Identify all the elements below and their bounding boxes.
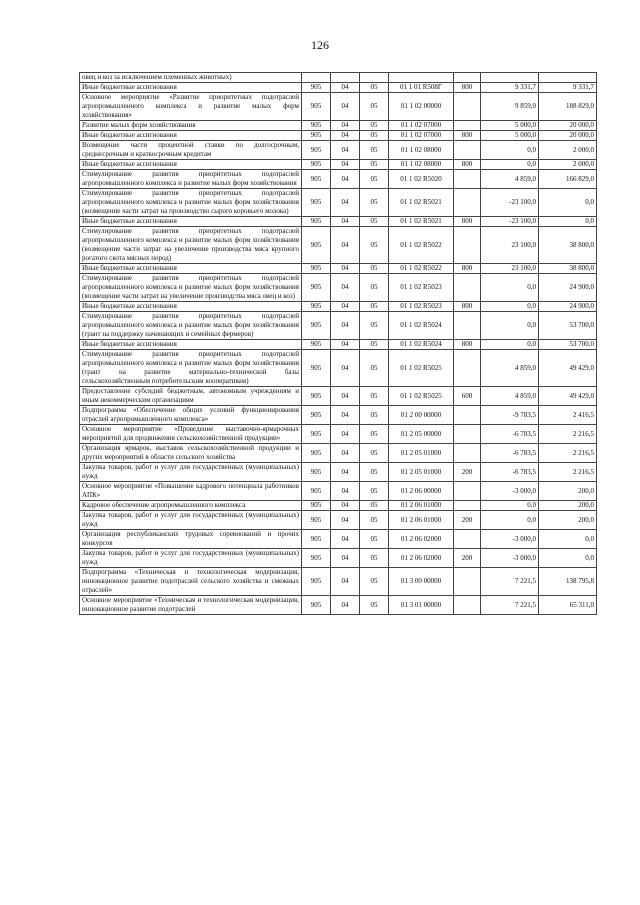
table-row (80, 340, 597, 350)
table-row (80, 482, 597, 501)
row-expense-type (454, 425, 481, 444)
row-change-amount: 0,0 (481, 274, 539, 302)
row-change-amount: 4 859,0 (481, 387, 539, 406)
row-change-amount: 4 859,0 (481, 170, 539, 189)
row-section-code: 04 (331, 274, 360, 302)
row-name: Стимулирование развития приоритетных подотраслей агропромышленного комплекса и развитие малых форм хозяйствования (грант на развитие материально-технической базы сельскохозяйственным потребительским кооперативам) (80, 350, 302, 387)
row-total-amount: 24 900,0 (539, 302, 597, 312)
row-change-amount: 0,0 (481, 511, 539, 530)
row-name: Стимулирование развития приоритетных подотраслей агропромышленного комплекса и развитие малых форм хозяйствования (возмещение части затрат на увеличение производства мяса крупного рогатого скота мясных пород) (80, 227, 302, 264)
row-target-article: 01 1 02 R5023 (389, 302, 454, 312)
budget-table-body (80, 73, 597, 615)
row-target-article: 01 1 02 R5021 (389, 217, 454, 227)
row-name: Иные бюджетные ассигнования (80, 131, 302, 141)
row-name: Стимулирование развития приоритетных подотраслей агропромышленного комплекса и развитие малых форм хозяйствования (грант на поддержку начинающих и семейных фермеров) (80, 312, 302, 340)
row-section-code: 04 (331, 170, 360, 189)
row-change-amount: 0,0 (481, 312, 539, 340)
row-subsection-code: 05 (360, 302, 389, 312)
row-name: Организация республиканских трудовых соревнований и прочих конкурсов (80, 530, 302, 549)
row-total-amount: 0,0 (539, 530, 597, 549)
row-section-code: 04 (331, 312, 360, 340)
row-change-amount: 7 221,5 (481, 596, 539, 615)
table-row (80, 141, 597, 160)
table-row (80, 444, 597, 463)
row-total-amount: 0,0 (539, 217, 597, 227)
row-admin-code: 905 (302, 482, 331, 501)
row-admin-code (302, 73, 331, 83)
row-target-article: 01 1 02 R5022 (389, 227, 454, 264)
row-total-amount: 24 900,0 (539, 274, 597, 302)
row-total-amount: 2 416,5 (539, 406, 597, 425)
row-section-code: 04 (331, 387, 360, 406)
row-change-amount: -9 783,5 (481, 406, 539, 425)
table-row (80, 302, 597, 312)
table-row (80, 189, 597, 217)
row-name: Закупка товаров, работ и услуг для государственных (муниципальных) нужд (80, 511, 302, 530)
row-change-amount: 23 100,0 (481, 264, 539, 274)
row-name: Основное мероприятие «Техническая и технологическая модернизация, инновационное развитие подотраслей (80, 596, 302, 615)
row-change-amount: -23 100,0 (481, 217, 539, 227)
row-name: Стимулирование развития приоритетных подотраслей агропромышленного комплекса и развитие малых форм хозяйствования (возмещение части затрат на увеличение производства мяса овец и коз) (80, 274, 302, 302)
row-subsection-code: 05 (360, 170, 389, 189)
row-admin-code: 905 (302, 160, 331, 170)
row-subsection-code: 05 (360, 568, 389, 596)
row-expense-type: 800 (454, 302, 481, 312)
row-name: Иные бюджетные ассигнования (80, 264, 302, 274)
row-subsection-code: 05 (360, 350, 389, 387)
row-name: Развитие малых форм хозяйствования (80, 121, 302, 131)
row-total-amount: 138 795,8 (539, 568, 597, 596)
table-row (80, 463, 597, 482)
row-name: Стимулирование развития приоритетных подотраслей агропромышленного комплекса и развитие малых форм хозяйствования (80, 170, 302, 189)
row-admin-code: 905 (302, 425, 331, 444)
row-target-article: 01 1 02 R5025 (389, 387, 454, 406)
row-change-amount: -6 783,5 (481, 425, 539, 444)
row-section-code: 04 (331, 227, 360, 264)
row-admin-code: 905 (302, 387, 331, 406)
row-subsection-code: 05 (360, 83, 389, 93)
row-change-amount: 4 859,0 (481, 350, 539, 387)
row-target-article: 01 1 02 R5020 (389, 170, 454, 189)
table-row (80, 217, 597, 227)
row-change-amount: -6 783,5 (481, 444, 539, 463)
row-subsection-code (360, 73, 389, 83)
row-total-amount: 2 000,0 (539, 141, 597, 160)
row-total-amount: 38 800,0 (539, 264, 597, 274)
row-expense-type: 800 (454, 83, 481, 93)
row-admin-code: 905 (302, 170, 331, 189)
row-subsection-code: 05 (360, 227, 389, 264)
table-row (80, 596, 597, 615)
table-row (80, 121, 597, 131)
row-admin-code: 905 (302, 264, 331, 274)
row-expense-type: 800 (454, 160, 481, 170)
row-total-amount: 2 216,5 (539, 463, 597, 482)
row-target-article: 01 1 02 08000 (389, 141, 454, 160)
row-subsection-code: 05 (360, 141, 389, 160)
row-expense-type: 800 (454, 264, 481, 274)
row-expense-type (454, 596, 481, 615)
row-subsection-code: 05 (360, 482, 389, 501)
row-change-amount: 0,0 (481, 141, 539, 160)
row-expense-type: 800 (454, 131, 481, 141)
row-change-amount (481, 73, 539, 83)
row-subsection-code: 05 (360, 312, 389, 340)
row-change-amount: 0,0 (481, 340, 539, 350)
row-target-article: 01 1 02 07000 (389, 131, 454, 141)
row-admin-code: 905 (302, 444, 331, 463)
row-admin-code: 905 (302, 93, 331, 121)
row-expense-type (454, 568, 481, 596)
row-expense-type (454, 121, 481, 131)
row-expense-type (454, 170, 481, 189)
page-number: 126 (311, 38, 329, 52)
row-admin-code: 905 (302, 141, 331, 160)
row-subsection-code: 05 (360, 274, 389, 302)
row-target-article: 01 1 01 R508Г (389, 83, 454, 93)
row-name: Иные бюджетные ассигнования (80, 340, 302, 350)
row-name: овец и коз за исключением племенных животных) (80, 73, 302, 83)
table-row (80, 511, 597, 530)
table-row (80, 387, 597, 406)
row-target-article: 01 1 02 R5021 (389, 189, 454, 217)
row-target-article: 01 2 00 00000 (389, 406, 454, 425)
row-section-code: 04 (331, 444, 360, 463)
row-expense-type (454, 141, 481, 160)
row-subsection-code: 05 (360, 217, 389, 227)
row-expense-type (454, 227, 481, 264)
row-change-amount: 0,0 (481, 302, 539, 312)
row-target-article: 01 1 02 R5025 (389, 350, 454, 387)
row-target-article: 01 2 05 01000 (389, 463, 454, 482)
row-change-amount: 0,0 (481, 501, 539, 511)
row-total-amount: 200,0 (539, 511, 597, 530)
row-subsection-code: 05 (360, 596, 389, 615)
row-name: Кадровое обеспечение агропромышленного комплекса (80, 501, 302, 511)
row-expense-type (454, 444, 481, 463)
row-section-code (331, 73, 360, 83)
row-change-amount: -3 000,0 (481, 549, 539, 568)
row-section-code: 04 (331, 482, 360, 501)
row-target-article: 01 1 02 R5023 (389, 274, 454, 302)
row-subsection-code: 05 (360, 549, 389, 568)
row-subsection-code: 05 (360, 264, 389, 274)
table-row (80, 312, 597, 340)
row-target-article (389, 73, 454, 83)
row-admin-code: 905 (302, 463, 331, 482)
table-row (80, 170, 597, 189)
row-section-code: 04 (331, 596, 360, 615)
row-section-code: 04 (331, 425, 360, 444)
row-expense-type (454, 350, 481, 387)
row-subsection-code: 05 (360, 444, 389, 463)
table-row (80, 274, 597, 302)
row-change-amount: -3 000,0 (481, 530, 539, 549)
row-expense-type (454, 93, 481, 121)
row-change-amount: 9 859,0 (481, 93, 539, 121)
row-admin-code: 905 (302, 217, 331, 227)
row-subsection-code: 05 (360, 131, 389, 141)
row-name: Иные бюджетные ассигнования (80, 302, 302, 312)
row-total-amount: 188 829,0 (539, 93, 597, 121)
row-target-article: 01 2 06 02000 (389, 549, 454, 568)
row-change-amount: 5 000,0 (481, 121, 539, 131)
row-section-code: 04 (331, 463, 360, 482)
row-total-amount: 9 331,7 (539, 83, 597, 93)
row-change-amount: 0,0 (481, 160, 539, 170)
row-change-amount: 23 100,0 (481, 227, 539, 264)
row-change-amount: -23 100,0 (481, 189, 539, 217)
row-target-article: 01 1 02 08000 (389, 160, 454, 170)
row-target-article: 01 1 02 07000 (389, 121, 454, 131)
row-expense-type (454, 482, 481, 501)
row-admin-code: 905 (302, 274, 331, 302)
budget-table (79, 72, 597, 615)
row-total-amount: 53 700,0 (539, 312, 597, 340)
row-admin-code: 905 (302, 596, 331, 615)
row-expense-type: 800 (454, 340, 481, 350)
table-row (80, 350, 597, 387)
row-subsection-code: 05 (360, 93, 389, 121)
row-name: Закупка товаров, работ и услуг для государственных (муниципальных) нужд (80, 549, 302, 568)
row-target-article: 01 3 00 00000 (389, 568, 454, 596)
row-target-article: 01 2 05 01000 (389, 444, 454, 463)
row-subsection-code: 05 (360, 189, 389, 217)
row-total-amount: 200,0 (539, 501, 597, 511)
row-section-code: 04 (331, 217, 360, 227)
row-section-code: 04 (331, 83, 360, 93)
row-subsection-code: 05 (360, 406, 389, 425)
row-total-amount: 166 829,0 (539, 170, 597, 189)
row-subsection-code: 05 (360, 387, 389, 406)
row-subsection-code: 05 (360, 463, 389, 482)
row-total-amount: 49 429,0 (539, 350, 597, 387)
row-subsection-code: 05 (360, 121, 389, 131)
row-total-amount: 49 429,0 (539, 387, 597, 406)
row-total-amount: 20 000,0 (539, 121, 597, 131)
row-total-amount: 20 000,0 (539, 131, 597, 141)
row-total-amount: 53 700,0 (539, 340, 597, 350)
row-admin-code: 905 (302, 350, 331, 387)
row-expense-type (454, 189, 481, 217)
row-expense-type (454, 73, 481, 83)
row-subsection-code: 05 (360, 501, 389, 511)
row-expense-type: 800 (454, 217, 481, 227)
row-total-amount: 0,0 (539, 549, 597, 568)
row-section-code: 04 (331, 141, 360, 160)
table-row (80, 425, 597, 444)
row-change-amount: 9 331,7 (481, 83, 539, 93)
row-total-amount: 0,0 (539, 189, 597, 217)
row-section-code: 04 (331, 350, 360, 387)
row-section-code: 04 (331, 121, 360, 131)
table-row (80, 160, 597, 170)
table-row (80, 530, 597, 549)
row-section-code: 04 (331, 302, 360, 312)
row-subsection-code: 05 (360, 425, 389, 444)
row-admin-code: 905 (302, 501, 331, 511)
table-row (80, 73, 597, 83)
row-change-amount: -6 783,5 (481, 463, 539, 482)
row-target-article: 01 2 06 00000 (389, 482, 454, 501)
row-name: Основное мероприятие «Повышение кадрового потенциала работников АПК» (80, 482, 302, 501)
row-expense-type (454, 530, 481, 549)
row-target-article: 01 1 02 R5024 (389, 340, 454, 350)
row-admin-code: 905 (302, 302, 331, 312)
row-expense-type (454, 274, 481, 302)
row-section-code: 04 (331, 340, 360, 350)
row-total-amount (539, 73, 597, 83)
row-name: Стимулирование развития приоритетных подотраслей агропромышленного комплекса и развитие малых форм хозяйствования (возмещение части затрат на производство сырого коровьего молока) (80, 189, 302, 217)
row-subsection-code: 05 (360, 340, 389, 350)
table-row (80, 227, 597, 264)
row-target-article: 01 2 06 01000 (389, 501, 454, 511)
row-expense-type (454, 312, 481, 340)
row-admin-code: 905 (302, 83, 331, 93)
row-section-code: 04 (331, 189, 360, 217)
row-section-code: 04 (331, 406, 360, 425)
row-expense-type: 200 (454, 463, 481, 482)
row-admin-code: 905 (302, 189, 331, 217)
row-name: Иные бюджетные ассигнования (80, 160, 302, 170)
table-row (80, 93, 597, 121)
row-name: Предоставление субсидий бюджетным, автономным учреждениям и иным некоммерческим организациям (80, 387, 302, 406)
row-name: Иные бюджетные ассигнования (80, 217, 302, 227)
row-change-amount: 7 221,5 (481, 568, 539, 596)
table-row (80, 406, 597, 425)
row-section-code: 04 (331, 160, 360, 170)
row-section-code: 04 (331, 511, 360, 530)
row-section-code: 04 (331, 501, 360, 511)
row-expense-type: 200 (454, 549, 481, 568)
row-expense-type: 200 (454, 511, 481, 530)
row-total-amount: 65 311,0 (539, 596, 597, 615)
table-row (80, 264, 597, 274)
row-admin-code: 905 (302, 511, 331, 530)
row-admin-code: 905 (302, 121, 331, 131)
row-target-article: 01 2 06 02000 (389, 530, 454, 549)
row-section-code: 04 (331, 568, 360, 596)
row-subsection-code: 05 (360, 160, 389, 170)
row-change-amount: 5 000,0 (481, 131, 539, 141)
row-section-code: 04 (331, 131, 360, 141)
row-admin-code: 905 (302, 549, 331, 568)
row-admin-code: 905 (302, 131, 331, 141)
row-section-code: 04 (331, 530, 360, 549)
row-total-amount: 2 216,5 (539, 444, 597, 463)
row-name: Организация ярмарок, выставок сельскохозяйственной продукции и других мероприятий в области сельского хозяйства (80, 444, 302, 463)
row-name: Основное мероприятие «Развитие приоритетных подотраслей агропромышленного комплекса и развитие малых форм хозяйствования» (80, 93, 302, 121)
table-row (80, 83, 597, 93)
row-total-amount: 2 216,5 (539, 425, 597, 444)
row-target-article: 01 1 02 R5022 (389, 264, 454, 274)
row-admin-code: 905 (302, 530, 331, 549)
row-subsection-code: 05 (360, 511, 389, 530)
row-section-code: 04 (331, 93, 360, 121)
row-expense-type (454, 501, 481, 511)
row-name: Основное мероприятие «Проведение выставочно-ярмарочных мероприятий для продвижения сельскохозяйственной продукции» (80, 425, 302, 444)
row-name: Подпрограмма «Обеспечение общих условий функционирования отраслей агропромышленного комплекса» (80, 406, 302, 425)
table-row (80, 131, 597, 141)
row-target-article: 01 1 02 R5024 (389, 312, 454, 340)
row-admin-code: 905 (302, 340, 331, 350)
row-section-code: 04 (331, 264, 360, 274)
row-name: Возмещение части процентной ставки по долгосрочным, среднесрочным и краткосрочным кредитам (80, 141, 302, 160)
table-row (80, 549, 597, 568)
row-name: Подпрограмма «Техническая и технологическая модернизация, инновационное развитие подотраслей сельского хозяйства и смежных отраслей» (80, 568, 302, 596)
row-admin-code: 905 (302, 406, 331, 425)
row-target-article: 01 1 02 00000 (389, 93, 454, 121)
row-expense-type (454, 406, 481, 425)
row-target-article: 01 2 05 00000 (389, 425, 454, 444)
row-total-amount: 200,0 (539, 482, 597, 501)
row-section-code: 04 (331, 549, 360, 568)
row-admin-code: 905 (302, 227, 331, 264)
row-name: Иные бюджетные ассигнования (80, 83, 302, 93)
row-target-article: 01 3 01 00000 (389, 596, 454, 615)
row-total-amount: 2 000,0 (539, 160, 597, 170)
row-admin-code: 905 (302, 568, 331, 596)
table-row (80, 568, 597, 596)
row-total-amount: 38 800,0 (539, 227, 597, 264)
row-target-article: 01 2 06 01000 (389, 511, 454, 530)
row-expense-type: 600 (454, 387, 481, 406)
row-subsection-code: 05 (360, 530, 389, 549)
row-admin-code: 905 (302, 312, 331, 340)
row-change-amount: -3 000,0 (481, 482, 539, 501)
row-name: Закупка товаров, работ и услуг для государственных (муниципальных) нужд (80, 463, 302, 482)
table-row (80, 501, 597, 511)
